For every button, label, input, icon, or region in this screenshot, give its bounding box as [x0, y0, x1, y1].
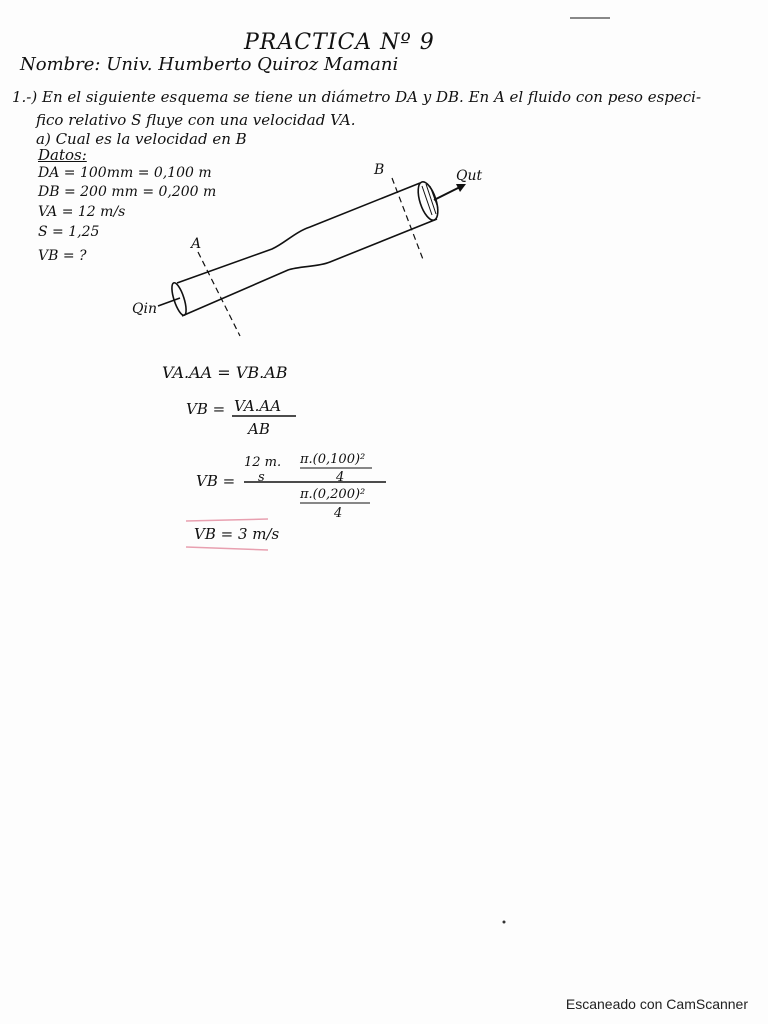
label-section-b: B — [374, 162, 385, 178]
equation-3-area-b: π.(0,200)² — [300, 487, 366, 502]
equation-2-numerator: VA.AA — [234, 397, 282, 415]
problem-line-2: fico relativo S fluye con una velocidad VA. — [36, 111, 356, 129]
camscanner-watermark: Escaneado con CamScanner — [565, 996, 748, 1012]
equation-3-velocity: 12 m. — [244, 455, 282, 470]
dato-da: DA = 100mm = 0,100 m — [38, 165, 212, 181]
equation-3-area-a: π.(0,100)² — [300, 452, 366, 467]
label-qin: Qin — [132, 301, 157, 317]
dato-s: S = 1,25 — [38, 224, 100, 240]
result-highlight-bottom — [186, 547, 268, 550]
section-line-b — [392, 178, 424, 262]
inflow-arrow — [158, 298, 180, 306]
label-qout: Qut — [456, 168, 483, 184]
outlet-face — [414, 180, 442, 223]
equation-continuity: VA.AA = VB.AB — [162, 363, 288, 382]
problem-question: a) Cual es la velocidad en B — [36, 130, 247, 148]
equation-3-area-a-den: 4 — [336, 470, 345, 485]
page-title: PRACTICA Nº 9 — [244, 30, 435, 55]
dato-vb: VB = ? — [38, 248, 87, 264]
equation-3-lhs: VB = — [196, 472, 236, 490]
result-highlight-top — [186, 519, 268, 521]
problem-line-1: 1.-) En el siguiente esquema se tiene un diámetro DA y DB. En A el fluido con peso especi- — [12, 88, 702, 106]
label-section-a: A — [191, 236, 202, 252]
scan-dot — [503, 921, 506, 924]
dato-va: VA = 12 m/s — [38, 204, 126, 220]
student-name: Nombre: Univ. Humberto Quiroz Mamani — [20, 54, 399, 75]
equation-2-denominator: AB — [248, 420, 270, 438]
result-answer: VB = 3 m/s — [194, 525, 280, 543]
equation-2-lhs: VB = — [186, 400, 226, 418]
outflow-arrow — [434, 186, 462, 200]
dato-db: DB = 200 mm = 0,200 m — [38, 184, 217, 200]
equation-3-area-b-den: 4 — [334, 506, 343, 521]
datos-heading: Datos: — [38, 146, 87, 164]
equation-3-velocity-unit: s — [258, 470, 265, 485]
